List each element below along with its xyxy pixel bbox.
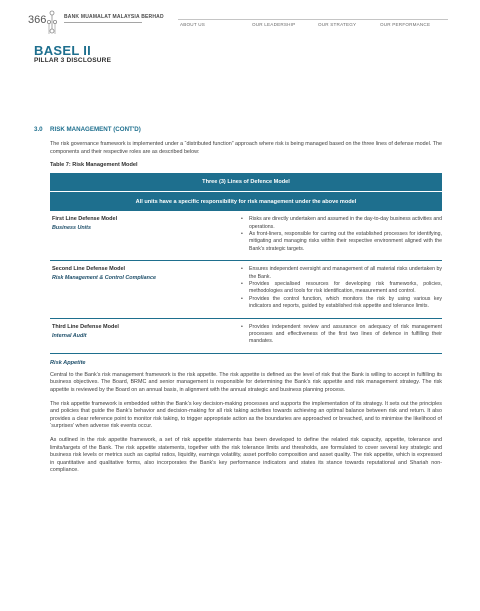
list-item: • Ensures independent oversight and management of all material risks undertaken by the Bank. bbox=[241, 266, 442, 281]
line-name: Second Line Defense Model bbox=[52, 266, 126, 273]
line-cell bbox=[50, 261, 241, 318]
responsibility-cell bbox=[241, 261, 442, 318]
section-number: 3.0 bbox=[34, 126, 43, 133]
line-unit: Internal Audit bbox=[52, 332, 87, 339]
table-caption: Table 7: Risk Management Model bbox=[50, 162, 138, 169]
section-heading bbox=[34, 126, 442, 133]
bank-logo-icon bbox=[45, 8, 59, 36]
page-number: 366 bbox=[28, 14, 47, 26]
section-title: RISK MANAGEMENT (CONT'D) bbox=[50, 126, 141, 133]
page-title: BASEL II bbox=[34, 43, 92, 58]
page-header bbox=[0, 0, 480, 40]
list-item: • Risks are directly undertaken and assumed in the day-to-day business activities and operations. bbox=[241, 216, 442, 231]
nav-our-strategy[interactable]: OUR STRATEGY bbox=[318, 22, 357, 27]
table-header-secondary: All units have a specific responsibility for risk management under the above model bbox=[50, 192, 442, 212]
line-name: First Line Defense Model bbox=[52, 216, 118, 223]
page-subtitle: PILLAR 3 DISCLOSURE bbox=[34, 57, 112, 64]
risk-management-model-table bbox=[50, 173, 442, 354]
table-row bbox=[50, 261, 442, 318]
risk-appetite-heading: Risk Appetite bbox=[50, 359, 86, 366]
line-name: Third Line Defense Model bbox=[52, 323, 119, 330]
intro-paragraph: The risk governance framework is implemented under a “distributed function” approach where risk is being managed based on the three lines of defense model. The components and their respective roles are as described below: bbox=[50, 141, 442, 155]
line-unit: Risk Management & Control Compliance bbox=[52, 275, 156, 282]
nav-about-us[interactable]: ABOUT US bbox=[180, 22, 205, 27]
table-header-primary: Three (3) Lines of Defence Model bbox=[50, 173, 442, 192]
responsibility-cell bbox=[241, 318, 442, 353]
main-content bbox=[34, 126, 442, 481]
line-cell bbox=[50, 211, 241, 261]
list-item: • Provides independent review and assurance on adequacy of risk management processes and effectiveness of the first two lines of defence in fulfilling their mandates. bbox=[241, 324, 442, 346]
list-item: • Provides the control function, which monitors the risk by using various key indicators and reports, guided by established risk appetite and tolerance limits. bbox=[241, 296, 442, 311]
risk-appetite-paragraph-3: As outlined in the risk appetite framework, a set of risk appetite statements has been developed to define the related risk capacity, appetite, tolerance and limits/targets of the Bank. The risk appetite statements, together with the risk tolerance limits and thresholds, are formulated to cover several key strategic and business risk levels or metrics such as capital ratios, liquidity, earnings volatility, asset portfolio composition and asset quality. The risk appetite, which is expressed in quantitative and qualitative forms, also incorporates the Bank’s key performance indicators and states its stance towards reputational and Shariah non-compliance. bbox=[50, 437, 442, 474]
list-item: • Provides specialised resources for developing risk frameworks, policies, methodologies and tools for risk identification, measurement and control. bbox=[241, 281, 442, 296]
risk-appetite-paragraph-2: The risk appetite framework is embedded within the Bank’s key decision-making processes and supports the implementation of its strategy. It sets out the principles and policies that guide the Bank’s behavior and decision-making for all risk taking activities towards achieving an optimal balance between risk and return. It also provides a clear reference point to monitor risk taking, to trigger appropriate action as the boundaries are approached or breached, and to minimise the likelihood of ‘surprises’ when adverse risk events occur. bbox=[50, 400, 442, 430]
responsibility-cell bbox=[241, 211, 442, 261]
nav-our-performance[interactable]: OUR PERFORMANCE bbox=[380, 22, 431, 27]
risk-appetite-paragraph-1: Central to the Bank’s risk management framework is the risk appetite. The risk appetite is defined as the level of risk that the Bank is willing to accept in fulfilling its business objectives. The Board, BRMC and senior management is responsible for determining the Bank’s risk appetite and risk management strategy. The risk appetite is reviewed by the Board on an annual basis, in alignment with the annual strategic and business planning process. bbox=[50, 371, 442, 394]
bank-name: BANK MUAMALAT MALAYSIA BERHAD bbox=[64, 14, 164, 20]
table-row bbox=[50, 318, 442, 353]
line-unit: Business Units bbox=[52, 225, 91, 232]
nav-our-leadership[interactable]: OUR LEADERSHIP bbox=[252, 22, 296, 27]
table-row bbox=[50, 211, 442, 261]
list-item: • As front-liners, responsible for carring out the established processes for identifying, mitigating and managing risks within their respective environment aligned with the Bank’s strategic targets. bbox=[241, 231, 442, 253]
nav-divider bbox=[178, 19, 448, 20]
line-cell bbox=[50, 318, 241, 353]
header-divider bbox=[64, 22, 142, 23]
